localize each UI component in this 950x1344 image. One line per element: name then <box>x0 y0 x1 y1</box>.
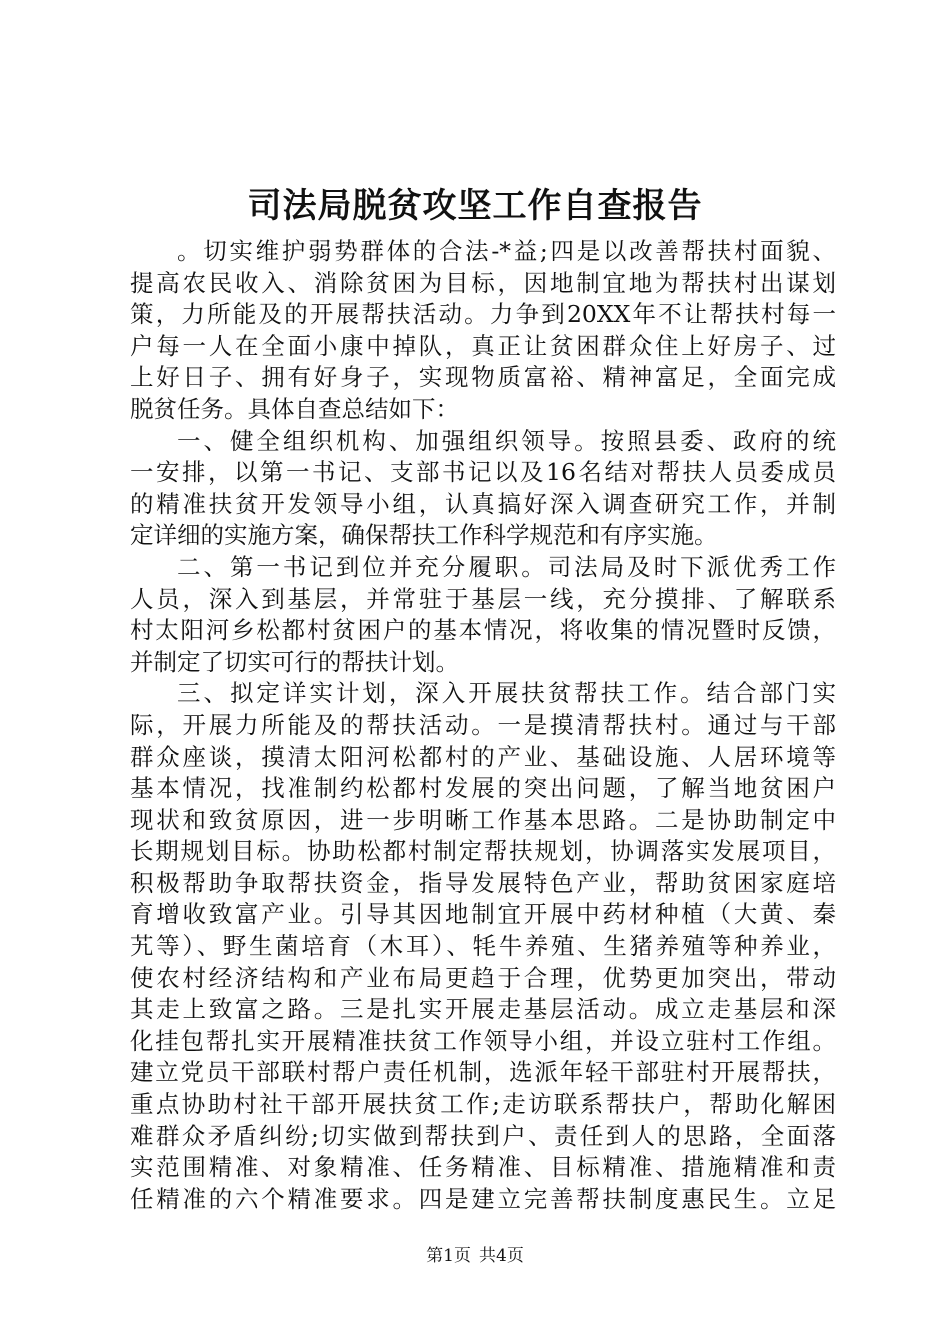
paragraph-line: 建立党员干部联村帮户责任机制，选派年轻干部驻村开展帮扶， <box>130 1058 836 1087</box>
paragraph-line: 二、第一书记到位并充分履职。司法局及时下派优秀工作 <box>177 552 836 581</box>
paragraph-line: 并制定了切实可行的帮扶计划。 <box>130 647 459 676</box>
paragraph-line: 人员，深入到基层，并常驻于基层一线，充分摸排、了解联系 <box>130 584 836 613</box>
paragraph-line: 实范围精准、对象精准、任务精准、目标精准、措施精准和责 <box>130 1153 836 1182</box>
paragraph-line: 户每一人在全面小康中掉队，真正让贫困群众住上好房子、过 <box>130 331 836 360</box>
paragraph-line: 现状和致贫原因，进一步明晰工作基本思路。二是协助制定中 <box>130 805 836 834</box>
paragraph-line: 村太阳河乡松都村贫困户的基本情况，将收集的情况暨时反馈， <box>130 616 836 645</box>
paragraph-line: 一安排，以第一书记、支部书记以及16名结对帮扶人员委成员 <box>130 458 836 487</box>
paragraph-line: 三、拟定详实计划，深入开展扶贫帮扶工作。结合部门实 <box>177 679 836 708</box>
paragraph-line: 定详细的实施方案，确保帮扶工作科学规范和有序实施。 <box>130 521 718 550</box>
paragraph-line: 其走上致富之路。三是扎实开展走基层活动。成立走基层和深 <box>130 995 836 1024</box>
paragraph-line: 策，力所能及的开展帮扶活动。力争到20XX年不让帮扶村每一 <box>130 300 836 329</box>
paragraph-line: 群众座谈，摸清太阳河松都村的产业、基础设施、人居环境等 <box>130 742 836 771</box>
paragraph-line: 化挂包帮扎实开展精准扶贫工作领导小组，并设立驻村工作组。 <box>130 1026 836 1055</box>
paragraph-line: 际，开展力所能及的帮扶活动。一是摸清帮扶村。通过与干部 <box>130 710 836 739</box>
paragraph-line: 使农村经济结构和产业布局更趋于合理，优势更加突出，带动 <box>130 963 836 992</box>
paragraph-line: 上好日子、拥有好身子，实现物质富裕、精神富足，全面完成 <box>130 363 836 392</box>
paragraph-line: 。切实维护弱势群体的合法-*益;四是以改善帮扶村面貌、 <box>177 237 836 265</box>
page-total: 共4页 <box>479 1246 524 1266</box>
paragraph-line: 积极帮助争取帮扶资金，指导发展特色产业，帮助贫困家庭培 <box>130 868 836 897</box>
paragraph-line: 一、健全组织机构、加强组织领导。按照县委、政府的统 <box>177 426 836 455</box>
paragraph-line: 提高农民收入、消除贫困为目标，因地制宜地为帮扶村出谋划 <box>130 268 836 297</box>
document-body <box>130 236 836 1215</box>
paragraph-line: 长期规划目标。协助松都村制定帮扶规划，协调落实发展项目， <box>130 837 836 866</box>
paragraph-line: 重点协助村社干部开展扶贫工作;走访联系帮扶户，帮助化解困 <box>130 1090 836 1119</box>
document-title: 司法局脱贫攻坚工作自查报告 <box>247 186 703 226</box>
paragraph-line: 的精准扶贫开发领导小组，认真搞好深入调查研究工作，并制 <box>130 489 836 518</box>
paragraph-line: 基本情况，找准制约松都村发展的突出问题，了解当地贫困户 <box>130 774 836 803</box>
paragraph-line: 艽等）、野生菌培育（木耳）、牦牛养殖、生猪养殖等种养业， <box>130 932 836 961</box>
page-number: 第1页 <box>426 1246 471 1266</box>
paragraph-line: 育增收致富产业。引导其因地制宜开展中药材种植（大黄、秦 <box>130 900 836 929</box>
paragraph-line: 任精准的六个精准要求。四是建立完善帮扶制度惠民生。立足 <box>130 1184 836 1213</box>
page-footer <box>0 1244 950 1268</box>
paragraph-line: 脱贫任务。具体自查总结如下： <box>130 394 459 423</box>
paragraph-line: 难群众矛盾纠纷;切实做到帮扶到户、责任到人的思路，全面落 <box>130 1121 836 1150</box>
